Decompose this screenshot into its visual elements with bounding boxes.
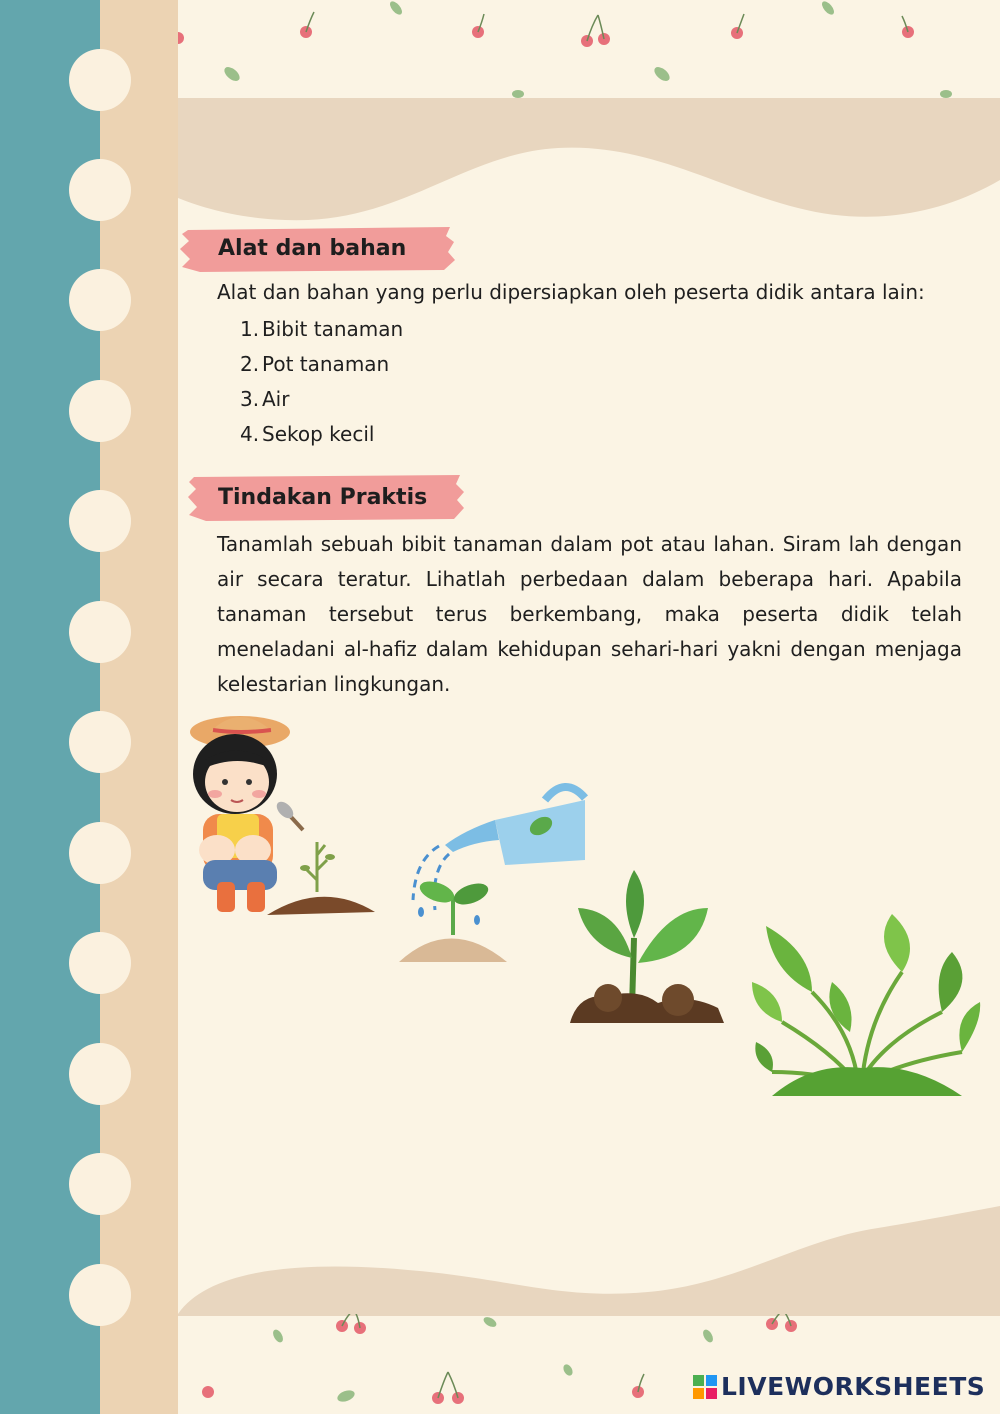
section-heading: Alat dan bahan <box>218 236 407 261</box>
liveworksheets-logo-icon <box>693 1375 717 1399</box>
binder-hole <box>69 601 131 663</box>
watermark-text: LIVEWORKSHEETS <box>721 1372 986 1401</box>
section-heading: Tindakan Praktis <box>218 485 428 510</box>
binder-hole <box>69 711 131 773</box>
materials-list <box>240 312 403 452</box>
intro-text: Alat dan bahan yang perlu dipersiapkan oleh peserta didik antara lain: <box>217 280 925 304</box>
binder-hole <box>69 1264 131 1326</box>
heading-tindakan-praktis <box>188 473 468 519</box>
binder-hole <box>69 822 131 884</box>
binder-hole <box>69 932 131 994</box>
binder-hole <box>69 490 131 552</box>
list-item: 1. Bibit tanaman <box>240 317 404 341</box>
binder-hole <box>69 159 131 221</box>
wave-bottom <box>178 1200 1000 1316</box>
list-item: 4. Sekop kecil <box>240 422 375 446</box>
binder-hole <box>69 49 131 111</box>
wave-top <box>178 98 1000 223</box>
grown-plant-icon <box>752 912 982 1102</box>
binder-hole <box>69 1153 131 1215</box>
list-item: 2. Pot tanaman <box>240 352 390 376</box>
liveworksheets-watermark <box>693 1372 985 1401</box>
seedling-icon <box>568 868 728 1033</box>
list-item: 3. Air <box>240 387 290 411</box>
girl-gardener-icon <box>185 710 380 920</box>
binder-hole <box>69 269 131 331</box>
binder-hole <box>69 1043 131 1105</box>
heading-alat-dan-bahan <box>180 224 460 270</box>
practical-action-paragraph: Tanamlah sebuah bibit tanaman dalam pot atau lahan. Siram lah dengan air secara teratur. Lihatlah perbedaan dalam beberapa hari. Apabila tanaman tersebut terus berkembang, maka peserta didik telah meneladani al-hafiz dalam kehidupan sehari-hari yakni dengan menjaga kelestarian lingkungan. <box>217 532 962 696</box>
binder-hole <box>69 380 131 442</box>
cherry-pattern-top <box>178 0 1000 100</box>
watering-can-icon <box>395 770 595 970</box>
